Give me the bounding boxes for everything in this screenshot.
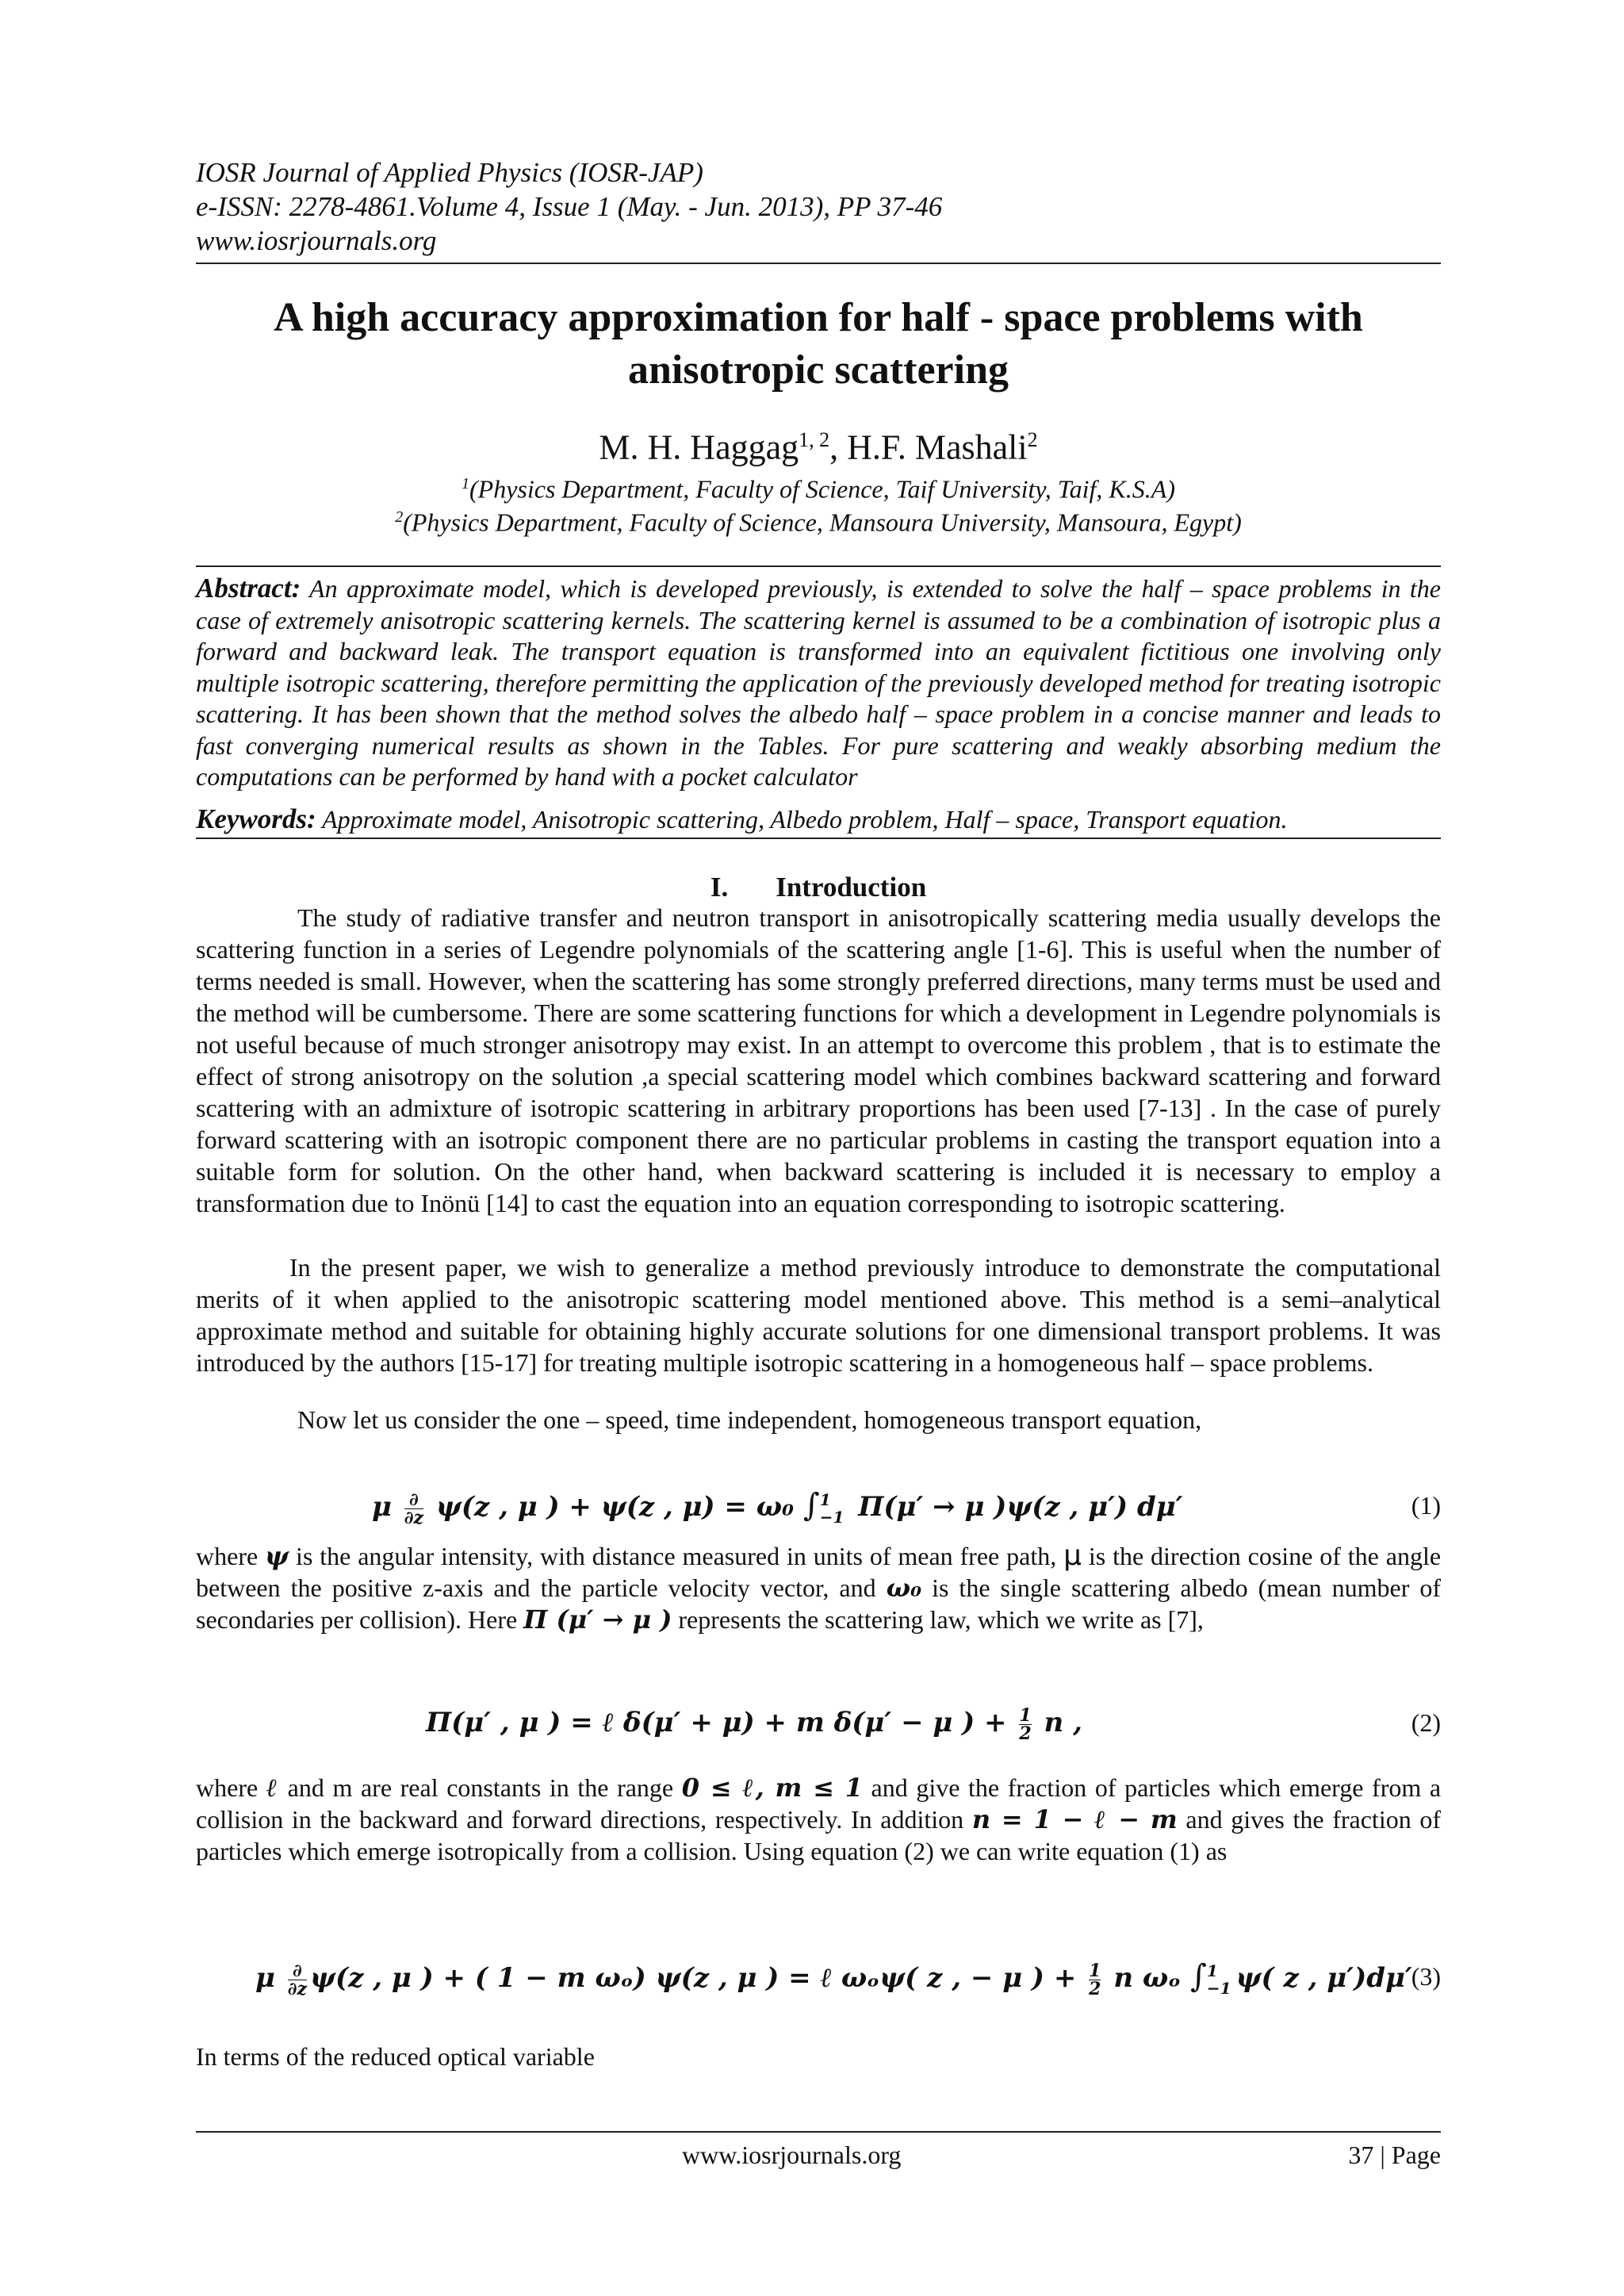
eq1-left: ψ(z , μ ) + ψ(z , μ) = ω₀ bbox=[435, 1491, 795, 1523]
eq1-right: Π(μ′ → μ )ψ(z , μ′) dμ′ bbox=[858, 1491, 1183, 1523]
intro-paragraph-3-text: Now let us consider the one – speed, time independent, homogeneous transport equation, bbox=[297, 1405, 1202, 1434]
journal-url[interactable]: www.iosrjournals.org bbox=[196, 225, 437, 256]
header-rule bbox=[196, 263, 1441, 264]
abstract-label: Abstract: bbox=[196, 573, 301, 604]
eq2-half-num: 1 bbox=[1019, 1704, 1032, 1726]
intro-paragraph-3 bbox=[196, 1404, 1441, 1435]
author-2-affil: 2 bbox=[1027, 428, 1038, 451]
intro-paragraph-1 bbox=[196, 902, 1441, 1219]
eq2-right: n , bbox=[1044, 1707, 1082, 1738]
where1-omega: ω₀ bbox=[886, 1573, 922, 1603]
abstract-text: An approximate model, which is developed previously, is extended to solve the half – space problems in the case of extremely anisotropic scattering kernels. The scattering kernel is assumed to be a combination of isotropic plus a forward and backward leak. The transport equation is transformed into an equivalent fictitious one involving only multiple isotropic scattering, therefore permitting the application of the previously developed method for treating isotropic scattering. It has been shown that the method solves the albedo half – space problem in a concise manner and leads to fast converging numerical results as shown in the Tables. For pure scattering and weakly absorbing medium the computations can be performed by hand with a pocket calculator bbox=[196, 574, 1442, 791]
where-paragraph-1 bbox=[196, 1540, 1441, 1635]
eq1-integral-sign: ∫ bbox=[802, 1487, 820, 1524]
where2-b: and m are real constants in the range bbox=[287, 1773, 674, 1802]
intro-paragraph-1-text: The study of radiative transfer and neutron transport in anisotropically scattering media usually develops the scattering function in a series of Legendre polynomials of the scattering angle [1-6]. This is useful when the number of terms needed is small. However, when the scattering has some strongly preferred directions, many terms must be used and the method will be cumbersome. There are some scattering functions for which a development in Legendre polynomials is not useful because of much stronger anisotropy may exist. In an attempt to overcome this problem , that is to estimate the effect of strong anisotropy on the solution ,a special scattering model which combines backward scattering and forward scattering with an admixture of isotropic scattering in arbitrary proportions has been used [7-13] . In the case of purely forward scattering with an isotropic component there are no particular problems in casting the transport equation into a suitable form for solution. On the other hand, when backward scattering is included it is necessary to employ a transformation due to Inönü [14] to cast the equation into an equation corresponding to isotropic scattering. bbox=[196, 903, 1441, 1217]
footer-rule bbox=[196, 2131, 1441, 2133]
section-title: Introduction bbox=[776, 872, 927, 903]
eq3-limits bbox=[1207, 1962, 1231, 1997]
equation-2-body bbox=[426, 1699, 1082, 1746]
eq3-upper: 1 bbox=[1206, 1961, 1218, 1980]
affiliation-2-mark: 2 bbox=[395, 508, 404, 526]
where-paragraph-3: In terms of the reduced optical variable bbox=[196, 2042, 595, 2071]
affiliation-1-mark: 1 bbox=[462, 475, 470, 493]
equation-3 bbox=[196, 1953, 1441, 2000]
section-number: I. bbox=[710, 872, 729, 903]
eq3-derivative-num: ∂ bbox=[292, 1960, 302, 1981]
paper-title: A high accuracy approximation for half - space problems with anisotropic scattering bbox=[274, 295, 1363, 393]
eq1-derivative-den: ∂z bbox=[404, 1507, 423, 1528]
where1-d: is the single scattering albedo (mean number of secondaries per collision). Here bbox=[196, 1573, 1442, 1634]
eq1-derivative-num: ∂ bbox=[408, 1489, 419, 1510]
eq3-right: ψ( z , μ′)dμ′ bbox=[1235, 1962, 1412, 1994]
where2-ell: ℓ bbox=[266, 1773, 280, 1803]
eq1-derivative bbox=[404, 1491, 423, 1527]
keywords-label: Keywords: bbox=[196, 803, 316, 834]
eq2-left: Π(μ′ , μ ) = ℓ δ(μ′ + μ) + m δ(μ′ − μ ) + bbox=[426, 1707, 1007, 1738]
where1-b: is the angular intensity, with distance measured in units of mean free path, bbox=[296, 1542, 1057, 1570]
journal-name: IOSR Journal of Applied Physics (IOSR-JAP) bbox=[196, 157, 703, 188]
eq1-lower: −1 bbox=[819, 1508, 845, 1527]
intro-paragraph-2-text: In the present paper, we wish to generalize a method previously introduce to demonstrate the computational merits of it when applied to the anisotropic scattering model mentioned above. This method is a semi–analytical approximate method and suitable for obtaining highly accurate solutions for one dimensional transport problems. It was introduced by the authors [15-17] for treating multiple isotropic scattering in a homogeneous half – space problems. bbox=[196, 1253, 1441, 1377]
where1-psi: ψ bbox=[265, 1541, 289, 1571]
eq1-limits bbox=[820, 1491, 845, 1526]
eq3-derivative bbox=[288, 1962, 307, 1998]
footer-page-number: 37 | Page bbox=[1348, 2141, 1441, 2169]
author-1-name: M. H. Haggag bbox=[599, 427, 799, 467]
where2-a: where bbox=[196, 1773, 259, 1802]
affiliation-2-text: (Physics Department, Faculty of Science, Mansoura University, Mansoura, Egypt) bbox=[403, 508, 1242, 537]
eq3-lower: −1 bbox=[1206, 1979, 1231, 1998]
eq3-derivative-den: ∂z bbox=[287, 1978, 307, 1999]
affiliation-2 bbox=[196, 501, 1441, 539]
where1-c: is the direction cosine of the angle between the positive z-axis and the particle velocity vector, and bbox=[196, 1542, 1442, 1602]
eq3-left: ψ(z , μ ) + ( 1 − m ωₒ) ψ(z , μ ) = ℓ ωₒψ( z , − μ ) + bbox=[309, 1962, 1077, 1994]
affiliation-1 bbox=[196, 468, 1441, 505]
abstract-top-rule bbox=[196, 565, 1441, 567]
where1-e: represents the scattering law, which we write as [7], bbox=[678, 1605, 1204, 1634]
journal-issue: e-ISSN: 2278-4861.Volume 4, Issue 1 (May. - Jun. 2013), PP 37-46 bbox=[196, 191, 943, 222]
section-heading bbox=[196, 870, 1441, 905]
equation-3-number: (3) bbox=[1411, 1962, 1441, 1991]
journal-header bbox=[196, 155, 1441, 258]
equation-2-number: (2) bbox=[1411, 1708, 1441, 1737]
where1-a: where bbox=[196, 1542, 259, 1570]
equation-3-body bbox=[255, 1953, 1412, 2002]
keywords-text: Approximate model, Anisotropic scattering, Albedo problem, Half – space, Transport equation. bbox=[322, 805, 1288, 834]
author-2-name: H.F. Mashali bbox=[847, 427, 1028, 467]
author-1-affil: 1, 2 bbox=[799, 428, 830, 451]
keywords bbox=[196, 803, 1441, 835]
where2-d: and gives the fraction of particles which emerge isotropically from a collision. Using equation (2) we can write equation (1) as bbox=[196, 1805, 1442, 1865]
eq3-mid: n ωₒ bbox=[1113, 1962, 1182, 1994]
abstract-bottom-rule bbox=[196, 838, 1441, 839]
eq1-mu: μ bbox=[372, 1491, 392, 1523]
eq3-integral-sign: ∫ bbox=[1190, 1958, 1207, 1995]
equation-2 bbox=[196, 1699, 1441, 1746]
where2-range: 0 ≤ ℓ, m ≤ 1 bbox=[681, 1773, 863, 1803]
where-paragraph-2 bbox=[196, 1772, 1441, 1867]
intro-paragraph-2 bbox=[196, 1251, 1441, 1378]
where2-c: and give the fraction of particles which emerge from a collision in the backward and forward directions, respectively. In addition bbox=[196, 1773, 1442, 1834]
equation-1-number: (1) bbox=[1411, 1491, 1441, 1520]
eq3-half-num: 1 bbox=[1089, 1960, 1101, 1981]
abstract bbox=[196, 573, 1441, 793]
where2-n-eq: n = 1 − ℓ − m bbox=[971, 1804, 1178, 1834]
equation-1 bbox=[196, 1481, 1441, 1529]
where1-pi: Π (μ′ → μ ) bbox=[523, 1604, 672, 1635]
author-line bbox=[196, 419, 1441, 470]
eq3-mu: μ bbox=[255, 1962, 275, 1994]
affiliation-1-text: (Physics Department, Faculty of Science, Taif University, Taif, K.S.A) bbox=[469, 474, 1175, 504]
author-separator: , bbox=[829, 427, 848, 467]
eq2-half-den: 2 bbox=[1019, 1723, 1032, 1744]
eq3-half bbox=[1089, 1962, 1101, 1998]
equation-1-body bbox=[372, 1481, 1183, 1531]
footer-url[interactable]: www.iosrjournals.org bbox=[682, 2141, 902, 2169]
eq2-half bbox=[1019, 1704, 1032, 1744]
where1-mu: μ bbox=[1063, 1539, 1082, 1572]
eq3-half-den: 2 bbox=[1089, 1978, 1101, 1999]
eq1-upper: 1 bbox=[819, 1490, 831, 1509]
